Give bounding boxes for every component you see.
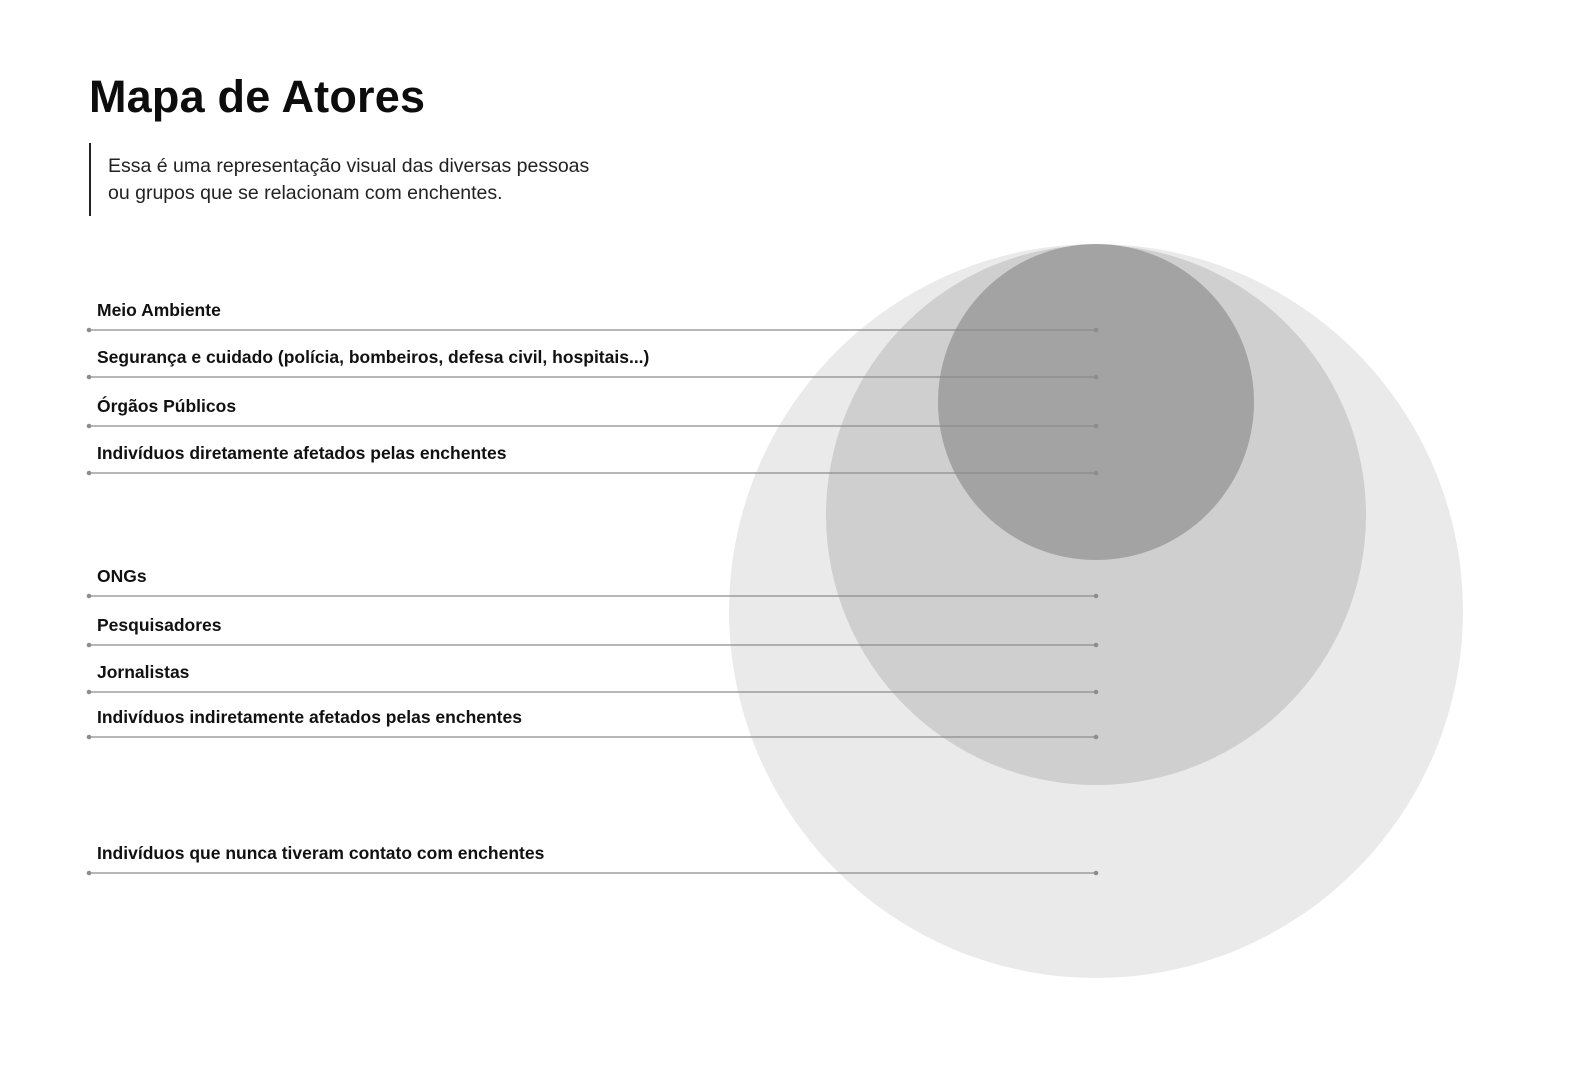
actor-label-jornalistas: Jornalistas xyxy=(97,662,190,682)
description-line-1: Essa é uma representação visual das diversas pessoas xyxy=(108,155,590,177)
actor-label-indiretamente-afetados: Indivíduos indiretamente afetados pelas enchentes xyxy=(97,707,522,727)
actor-label-diretamente-afetados: Indivíduos diretamente afetados pelas enchentes xyxy=(97,443,507,463)
actor-label-seguranca: Segurança e cuidado (polícia, bombeiros, defesa civil, hospitais...) xyxy=(97,347,650,367)
actor-label-meio-ambiente: Meio Ambiente xyxy=(97,300,221,320)
actor-label-nunca-contato: Indivíduos que nunca tiveram contato com enchentes xyxy=(97,843,545,863)
actor-label-orgaos-publicos: Órgãos Públicos xyxy=(97,396,237,416)
description-line-2: ou grupos que se relacionam com enchentes. xyxy=(108,182,503,204)
actor-label-ongs: ONGs xyxy=(97,566,147,586)
actor-label-pesquisadores: Pesquisadores xyxy=(97,615,222,635)
page-title: Mapa de Atores xyxy=(89,71,426,122)
